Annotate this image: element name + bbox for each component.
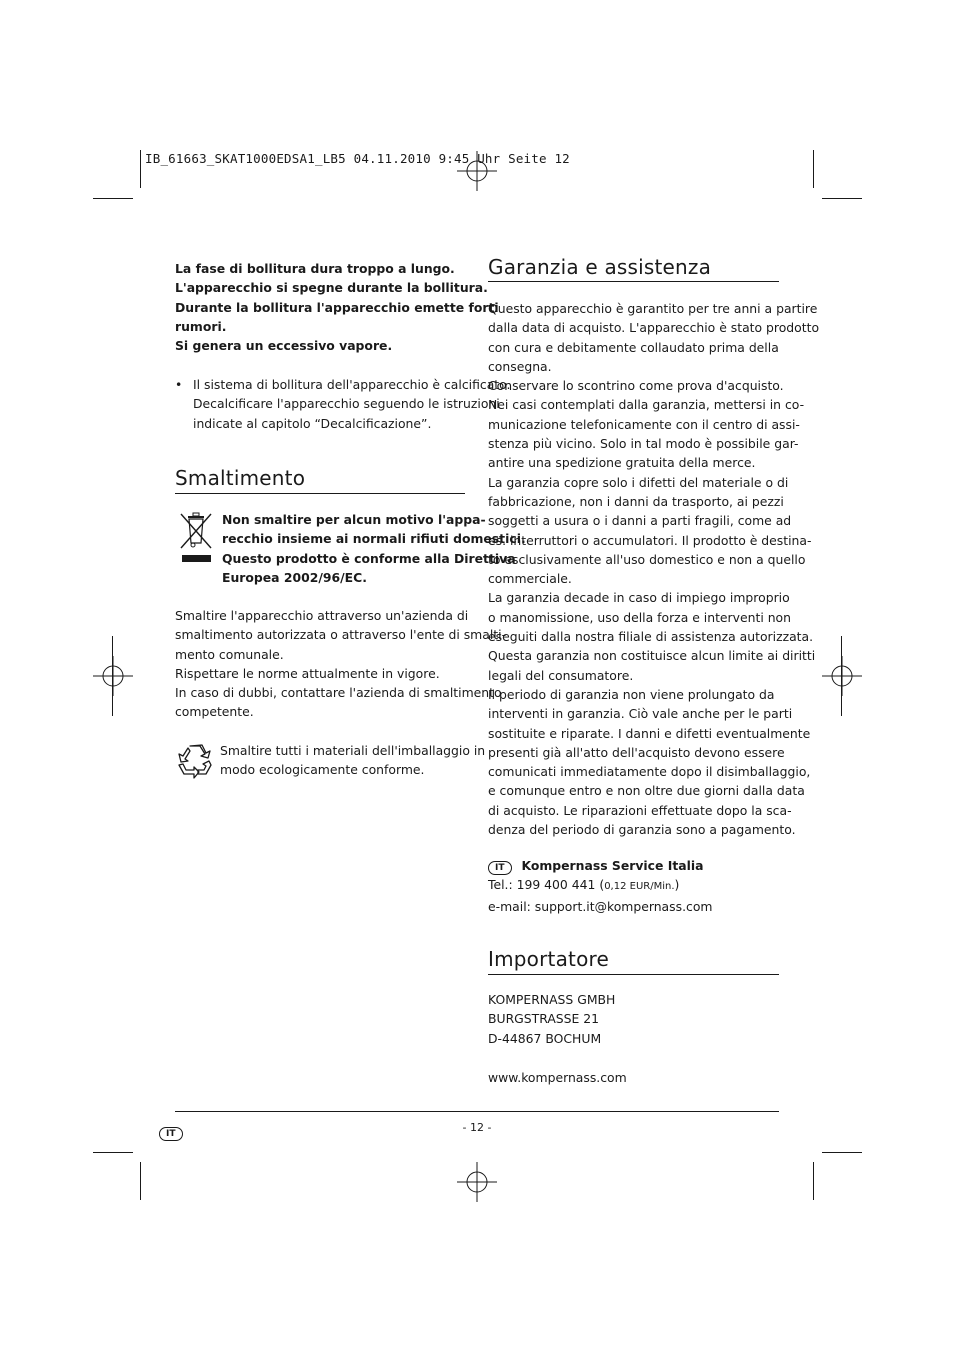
remedy-bullet: [193, 375, 511, 433]
registration-mark-icon: [457, 1162, 497, 1202]
problem-line: Durante la bollitura l'apparecchio emette forti: [175, 299, 499, 315]
footer-rule: [175, 1111, 779, 1112]
warranty-line: es. interruttori o accumulatori. Il prodotto è destina-: [488, 532, 812, 548]
service-name-row: [488, 856, 784, 875]
crop-mark: [841, 636, 842, 716]
remedy-line: indicate al capitolo “Decalcificazione”.: [193, 415, 432, 431]
warranty-line: o manomissione, uso della forza e interventi non: [488, 609, 791, 625]
warranty-line: Questa garanzia non costituisce alcun limite ai diritti: [488, 648, 816, 664]
warranty-line: Questo apparecchio è garantito per tre anni a partire: [488, 301, 818, 316]
warranty-line: dalla data di acquisto. L'apparecchio è stato prodotto: [488, 320, 820, 336]
print-slug: IB_61663_SKAT1000EDSA1_LB5 04.11.2010 9:45 Uhr Seite 12: [145, 151, 570, 166]
warranty-line: La garanzia decade in caso di impiego improprio: [488, 590, 790, 606]
service-email[interactable]: e-mail: support.it@kompernass.com: [488, 898, 713, 914]
crop-mark: [93, 198, 133, 199]
crop-mark: [822, 198, 862, 199]
phone-number: Tel.: 199 400 441 (: [488, 877, 605, 893]
warranty-line: fabbricazione, non i danni da trasporto, ai pezzi: [488, 493, 784, 509]
warranty-line: Conservare lo scontrino come prova d'acquisto.: [488, 378, 784, 394]
crop-mark: [93, 1152, 133, 1153]
recycle-icon: [175, 741, 215, 781]
crop-mark: [813, 1162, 814, 1200]
warranty-line: to esclusivamente all'uso domestico e non a quello: [488, 551, 806, 567]
warranty-line: commerciale.: [488, 571, 572, 587]
importer-address: [488, 990, 778, 1048]
registration-mark-icon: [93, 656, 133, 696]
weee-line: Europea 2002/96/EC.: [222, 569, 367, 585]
warranty-line: eseguiti dalla nostra filiale di assistenza autorizzata.: [488, 629, 814, 645]
warranty-line: sostituite e riparate. I danni e difetti eventualmente: [488, 725, 811, 741]
crossed-bin-icon: [178, 510, 214, 564]
problem-line: rumori.: [175, 318, 227, 334]
crop-mark: [140, 150, 141, 188]
crop-mark: [140, 1162, 141, 1200]
section-rule: [488, 281, 779, 282]
weee-line: Questo prodotto è conforme alla Direttiva: [222, 550, 516, 566]
crop-mark: [112, 636, 113, 716]
service-name: Kompernass Service Italia: [521, 858, 704, 873]
address-line: KOMPERNASS GMBH: [488, 992, 616, 1007]
service-phone: [488, 875, 784, 896]
section-title-garanzia: Garanzia e assistenza: [488, 255, 712, 279]
language-badge: IT: [159, 1127, 183, 1141]
disposal-line: In caso di dubbi, contattare l'azienda di smaltimento: [175, 685, 502, 701]
address-line: BURGSTRASSE 21: [488, 1011, 600, 1027]
warranty-line: presenti già all'atto dell'acquisto devono essere: [488, 744, 785, 760]
disposal-line: smaltimento autorizzata o attraverso l'ente di smalti-: [175, 627, 507, 643]
section-rule: [175, 493, 465, 494]
warranty-line: consegna.: [488, 358, 552, 374]
country-badge: IT: [488, 861, 512, 875]
remedy-line: Il sistema di bollitura dell'apparecchio è calcificato.: [193, 377, 511, 392]
warranty-line: Il periodo di garanzia non viene prolungato da: [488, 686, 775, 702]
disposal-line: competente.: [175, 704, 254, 720]
website-link[interactable]: www.kompernass.com: [488, 1070, 627, 1085]
warranty-line: comunicati immediatamente dopo il disimballaggio,: [488, 764, 811, 780]
crop-mark: [813, 150, 814, 188]
address-line: D-44867 BOCHUM: [488, 1030, 602, 1046]
crop-mark: [822, 1152, 862, 1153]
warranty-line: La garanzia copre solo i difetti del materiale o di: [488, 474, 789, 490]
warranty-text: [488, 299, 820, 839]
section-title-importatore: Importatore: [488, 947, 609, 971]
recycle-line: modo ecologicamente conforme.: [220, 762, 425, 778]
disposal-line: mento comunale.: [175, 646, 284, 662]
warranty-line: denza del periodo di garanzia sono a pagamento.: [488, 822, 796, 838]
weee-notice: [222, 510, 526, 587]
registration-mark-icon: [822, 656, 862, 696]
remedy-line: Decalcificare l'apparecchio seguendo le istruzioni: [193, 396, 500, 412]
warranty-line: antire una spedizione gratuita della merce.: [488, 455, 756, 471]
section-title-smaltimento: Smaltimento: [175, 466, 306, 490]
warranty-line: municazione telefonicamente con il centro di assi-: [488, 416, 800, 432]
warranty-line: di acquisto. Le riparazioni effettuate dopo la sca-: [488, 802, 792, 818]
weee-line: Non smaltire per alcun motivo l'appa-: [222, 512, 486, 527]
warranty-line: interventi in garanzia. Ciò vale anche per le parti: [488, 706, 793, 722]
service-contact: [488, 856, 784, 916]
warranty-line: con cura e debitamente collaudato prima della: [488, 339, 779, 355]
section-rule: [488, 974, 779, 975]
problem-list: [175, 259, 499, 355]
recycle-line: Smaltire tutti i materiali dell'imballaggio in: [220, 743, 486, 758]
warranty-line: stenza più vicino. Solo in tal modo è possibile gar-: [488, 436, 799, 452]
phone-rate: 0,12 EUR/Min.: [604, 881, 675, 893]
weee-line: recchio insieme ai normali rifiuti domestici.: [222, 531, 526, 547]
disposal-line: Rispettare le norme attualmente in vigore.: [175, 665, 440, 681]
problem-line: La fase di bollitura dura troppo a lungo.: [175, 261, 455, 276]
warranty-line: soggetti a usura o i danni a parti fragili, come ad: [488, 513, 792, 529]
recycle-notice: [220, 741, 486, 780]
phone-suffix: ): [674, 877, 680, 893]
warranty-line: Nei casi contemplati dalla garanzia, mettersi in co-: [488, 397, 805, 413]
page-number: - 12 -: [462, 1121, 492, 1134]
warranty-line: e comunque entro e non oltre due giorni dalla data: [488, 783, 805, 799]
warranty-line: legali del consumatore.: [488, 667, 634, 683]
problem-line: Si genera un eccessivo vapore.: [175, 338, 393, 354]
bullet-marker: •: [175, 377, 183, 392]
disposal-line: Smaltire l'apparecchio attraverso un'azienda di: [175, 608, 469, 623]
disposal-text: [175, 606, 507, 722]
footer-language: [159, 1121, 183, 1141]
problem-line: L'apparecchio si spegne durante la bollitura.: [175, 280, 488, 296]
